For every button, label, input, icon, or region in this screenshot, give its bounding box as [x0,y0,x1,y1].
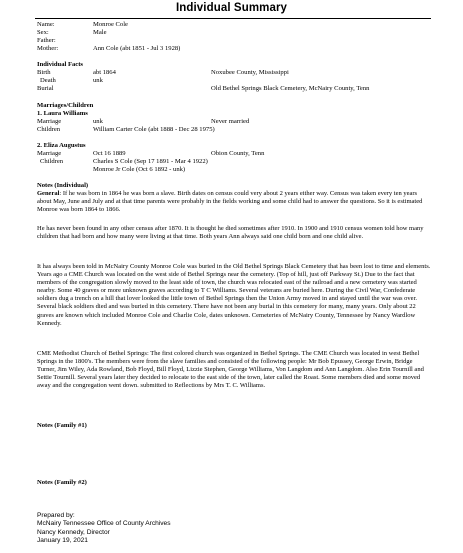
mother-value: Ann Cole (abt 1851 - Jul 3 1928) [93,45,181,52]
fact-label: Birth [37,69,51,76]
marriage-label: Marriage [37,150,62,157]
fact-place: Noxubee County, Mississippi [211,69,289,76]
notes-paragraph-1 [37,190,432,214]
marriage-date: unk [93,118,103,125]
prepared-date: January 19, 2021 [37,536,88,544]
family-2-notes-heading: Notes (Family #2) [37,479,87,486]
sex-value: Male [93,29,107,36]
fact-place: Old Bethel Springs Black Cemetery, McNairy County, Tenn [211,85,370,92]
page-title: Individual Summary [175,2,288,14]
archive-office: McNairy Tennessee Office of County Archives [37,520,171,528]
name-value: Monroe Cole [93,21,128,28]
spouse-2-name: 2. Eliza Augustus [37,142,86,149]
facts-heading: Individual Facts [37,61,83,68]
notes-paragraph-2: He has never been found in any other census after 1870. It is thought he died sometimes after 1910. In 1900 and 1910 census women told how many children that had born and how many were living at that time. Both years Ann always said one child born and one child alive. [37,225,424,241]
prepared-by-label: Prepared by: [37,512,75,519]
name-label: Name: [37,21,55,28]
children-label: Children [37,126,61,133]
notes-heading: Notes (Individual) [37,182,89,189]
fact-date: abt 1864 [93,69,116,76]
notes-text: : If he was born in 1864 he was born a slave. Birth dates on census could very about 2 years either way. Census was taken every ten years about May, June and July and at that time parents were probably in the fields working and some child had to answer the questions. So it is estimated Monroe was born 1864 to 1866. [37,190,423,214]
family-1-notes-heading: Notes (Family #1) [37,422,87,429]
child-name: William Carter Cole (abt 1888 - Dec 28 1975) [93,126,215,133]
notes-paragraph-4: CME Methodist Church of Bethel Springs: The first colored church was organized in Bethel Springs. The CME Church was located in west Bethel Springs in the 1800's. The members were from the slave families and consisted of the following people: Mr Bob Epussey, George Erwin, Bridge Turner, Jim Wiley, Ada Rowland, Bob Floyd, Bill Floyd, Lizzie Stephen, George Williams, Von Langdom and Ann Langdom. Also Erin Tournill and Settie Tournill. Several years later they decided to relocate to the east side of the town, later called the Roast. Some members died and some moved away and the congregation went down. submitted to Reflections by Mrs T. C. Williams. [37,350,424,390]
fact-label: Burial [37,85,54,92]
title-rule [35,18,431,19]
marriage-label: Marriage [37,118,62,125]
mother-label: Mother: [37,45,59,52]
child-name: Monroe Jr Cole (Oct 6 1892 - unk) [93,166,186,173]
fact-date: unk [93,77,103,84]
children-label: Children [40,158,64,165]
general-label: General [37,190,60,197]
marriage-place: Never married [211,118,250,125]
fact-label: Death [40,77,56,84]
marriage-date: Oct 16 1889 [93,150,126,157]
director-name: Nancy Kennedy, Director [37,528,110,536]
marriage-place: Obion County, Tenn [211,150,265,157]
child-name: Charles S Cole (Sep 17 1891 - Mar 4 1922) [93,158,208,165]
marriages-heading: Marriages/Children [37,102,94,109]
spouse-1-name: 1. Laura Williams [37,110,88,117]
sex-label: Sex: [37,29,49,36]
notes-paragraph-3: It has always been told in McNairy County Monroe Cole was buried in the Old Bethel Springs Black Cemetery that has been lost to time and elements. Years ago a CME Church was located on the west side of Bethel Springs near the cemetery. (Top of hill, just off Parkway St.) Due to the fact that members of the congregation slowly moved to the least side of town, the church was relocated east of the railroad and a new cemetery was started nearby. Some 40 graves or more unknown graves according to T C Williams. Several veterans are buried here. During the Civil War, Confederate soldiers dug a trench on a hill that lover looked the little town of Bethel Springs then the Union Army moved in and stayed until the war was over. Several black soldiers died and was buried in this cemetery. There have not been any burial in this cemetery for many, many years. Only about 22 graves are known which included Monroe Cole and Charlie Cole, dates unknown. Cemeteries of McNairy County, Tennessee by Nancy Wardlow Kennedy. [37,263,431,327]
prepared-by-block [37,512,171,545]
father-label: Father: [37,37,56,44]
